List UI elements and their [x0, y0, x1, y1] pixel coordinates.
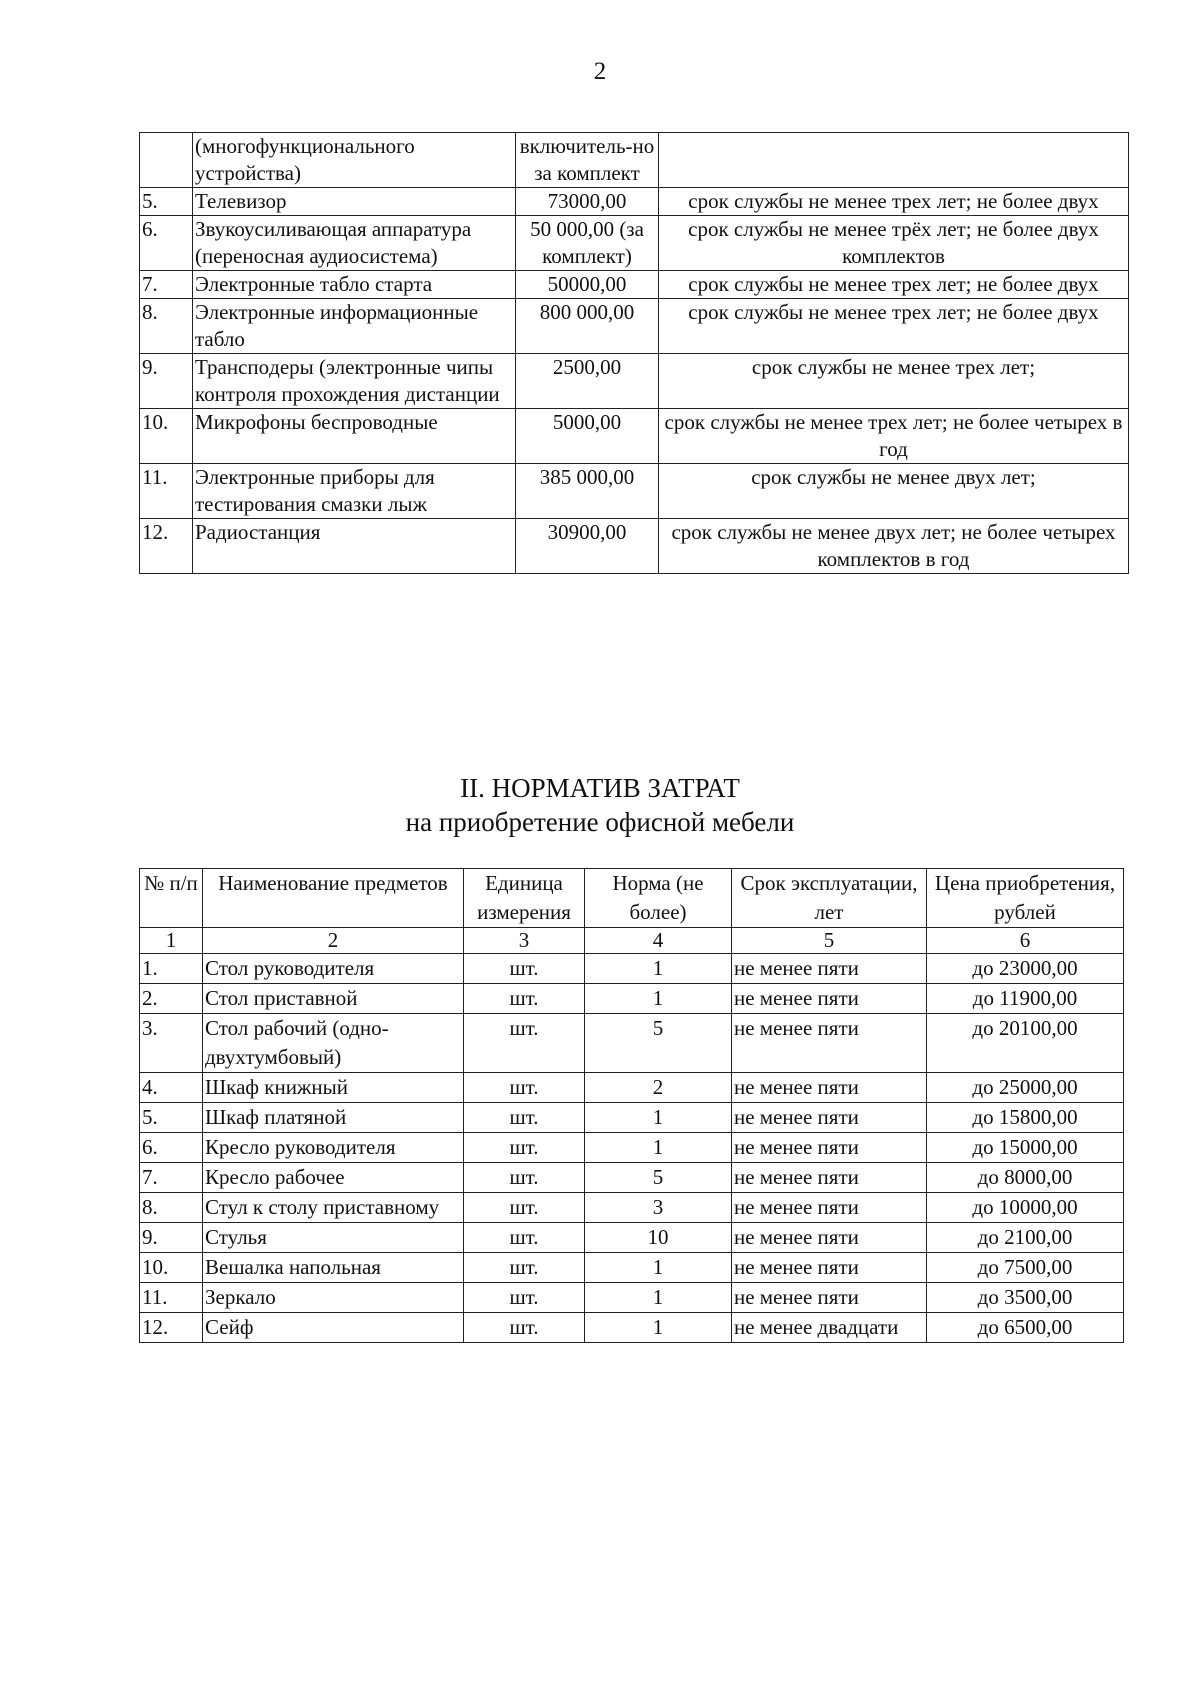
row-number: 10. — [140, 409, 193, 464]
table-row — [140, 188, 1129, 216]
item-price: 30900,00 — [516, 519, 659, 574]
item-term: не менее пяти — [732, 1103, 927, 1133]
item-name: Стол приставной — [203, 984, 464, 1014]
item-price: включитель-но за комплект — [516, 133, 659, 188]
header-cell: Норма (не более) — [585, 869, 732, 928]
item-unit: шт. — [464, 954, 585, 984]
table-row — [140, 133, 1129, 188]
row-number: 4. — [140, 1073, 203, 1103]
item-unit: шт. — [464, 1193, 585, 1223]
table-row — [140, 271, 1129, 299]
item-unit: шт. — [464, 1253, 585, 1283]
item-unit: шт. — [464, 1163, 585, 1193]
table-row — [140, 1253, 1124, 1283]
row-number: 6. — [140, 1133, 203, 1163]
row-number: 5. — [140, 188, 193, 216]
row-number: 5. — [140, 1103, 203, 1133]
item-norm: 1 — [585, 954, 732, 984]
item-price: 73000,00 — [516, 188, 659, 216]
table-row — [140, 954, 1124, 984]
item-term: не менее пяти — [732, 1253, 927, 1283]
item-term: не менее пяти — [732, 1073, 927, 1103]
item-name: Шкаф платяной — [203, 1103, 464, 1133]
item-note: срок службы не менее трех лет; не более двух — [659, 188, 1129, 216]
item-name: Сейф — [203, 1313, 464, 1343]
item-price: до 2100,00 — [927, 1223, 1124, 1253]
row-number: 12. — [140, 1313, 203, 1343]
page-number: 2 — [593, 58, 607, 85]
item-norm: 5 — [585, 1014, 732, 1073]
item-term: не менее пяти — [732, 984, 927, 1014]
item-norm: 3 — [585, 1193, 732, 1223]
table-row — [140, 464, 1129, 519]
item-note: срок службы не менее трех лет; — [659, 354, 1129, 409]
row-number: 2. — [140, 984, 203, 1014]
header-cell: Цена приобретения, рублей — [927, 869, 1124, 928]
item-price: до 10000,00 — [927, 1193, 1124, 1223]
item-unit: шт. — [464, 984, 585, 1014]
item-name: Стул к столу приставному — [203, 1193, 464, 1223]
item-price: до 8000,00 — [927, 1163, 1124, 1193]
row-number: 9. — [140, 354, 193, 409]
item-norm: 1 — [585, 1253, 732, 1283]
table-row — [140, 1163, 1124, 1193]
item-unit: шт. — [464, 1223, 585, 1253]
item-price: 5000,00 — [516, 409, 659, 464]
table-row — [140, 1014, 1124, 1073]
header-cell: Единица измерения — [464, 869, 585, 928]
equipment-cost-table — [139, 132, 1129, 574]
section-title: II. НОРМАТИВ ЗАТРАТ — [460, 773, 740, 803]
item-name: (многофункционального устройства) — [193, 133, 516, 188]
item-note: срок службы не менее трёх лет; не более двух комплектов — [659, 216, 1129, 271]
row-number: 8. — [140, 1193, 203, 1223]
item-name: Телевизор — [193, 188, 516, 216]
table-row — [140, 1223, 1124, 1253]
item-price: 50 000,00 (за комплект) — [516, 216, 659, 271]
item-term: не менее двадцати — [732, 1313, 927, 1343]
item-price: до 25000,00 — [927, 1073, 1124, 1103]
item-note — [659, 133, 1129, 188]
item-norm: 1 — [585, 1133, 732, 1163]
item-term: не менее пяти — [732, 1283, 927, 1313]
item-price: до 15000,00 — [927, 1133, 1124, 1163]
item-name: Кресло рабочее — [203, 1163, 464, 1193]
row-number: 9. — [140, 1223, 203, 1253]
table-row — [140, 299, 1129, 354]
column-number: 1 — [140, 928, 203, 954]
item-unit: шт. — [464, 1103, 585, 1133]
table-row — [140, 1283, 1124, 1313]
table-row — [140, 984, 1124, 1014]
item-unit: шт. — [464, 1073, 585, 1103]
column-number: 4 — [585, 928, 732, 954]
item-price: до 7500,00 — [927, 1253, 1124, 1283]
row-number: 3. — [140, 1014, 203, 1073]
item-price: до 11900,00 — [927, 984, 1124, 1014]
item-name: Стулья — [203, 1223, 464, 1253]
table-row — [140, 1073, 1124, 1103]
item-note: срок службы не менее трех лет; не более четырех в год — [659, 409, 1129, 464]
item-term: не менее пяти — [732, 1223, 927, 1253]
item-name: Шкаф книжный — [203, 1073, 464, 1103]
item-name: Электронные приборы для тестирования смазки лыж — [193, 464, 516, 519]
item-term: не менее пяти — [732, 954, 927, 984]
row-number: 7. — [140, 1163, 203, 1193]
item-norm: 1 — [585, 1103, 732, 1133]
item-name: Звукоусиливающая аппаратура (переносная аудиосистема) — [193, 216, 516, 271]
item-unit: шт. — [464, 1133, 585, 1163]
header-cell: № п/п — [140, 869, 203, 928]
table-row — [140, 1103, 1124, 1133]
table-header-row — [140, 869, 1124, 928]
item-name: Электронные табло старта — [193, 271, 516, 299]
item-unit: шт. — [464, 1283, 585, 1313]
office-furniture-table — [139, 868, 1124, 1343]
column-number-row — [140, 928, 1124, 954]
table-row — [140, 216, 1129, 271]
table-row — [140, 354, 1129, 409]
item-note: срок службы не менее двух лет; — [659, 464, 1129, 519]
row-number — [140, 133, 193, 188]
item-price: 385 000,00 — [516, 464, 659, 519]
item-norm: 1 — [585, 1283, 732, 1313]
item-price: до 15800,00 — [927, 1103, 1124, 1133]
table-row — [140, 1193, 1124, 1223]
row-number: 1. — [140, 954, 203, 984]
item-price: до 20100,00 — [927, 1014, 1124, 1073]
row-number: 11. — [140, 464, 193, 519]
item-price: 800 000,00 — [516, 299, 659, 354]
item-note: срок службы не менее трех лет; не более двух — [659, 271, 1129, 299]
item-name: Вешалка напольная — [203, 1253, 464, 1283]
column-number: 3 — [464, 928, 585, 954]
header-cell: Срок эксплуатации, лет — [732, 869, 927, 928]
item-name: Зеркало — [203, 1283, 464, 1313]
row-number: 11. — [140, 1283, 203, 1313]
table-row — [140, 519, 1129, 574]
column-number: 5 — [732, 928, 927, 954]
row-number: 7. — [140, 271, 193, 299]
item-name: Стол рабочий (одно-двухтумбовый) — [203, 1014, 464, 1073]
row-number: 6. — [140, 216, 193, 271]
row-number: 8. — [140, 299, 193, 354]
item-name: Радиостанция — [193, 519, 516, 574]
item-price: до 6500,00 — [927, 1313, 1124, 1343]
item-norm: 5 — [585, 1163, 732, 1193]
item-unit: шт. — [464, 1014, 585, 1073]
item-note: срок службы не менее трех лет; не более двух — [659, 299, 1129, 354]
table-row — [140, 1133, 1124, 1163]
item-unit: шт. — [464, 1313, 585, 1343]
item-price: 2500,00 — [516, 354, 659, 409]
item-norm: 10 — [585, 1223, 732, 1253]
item-term: не менее пяти — [732, 1133, 927, 1163]
row-number: 10. — [140, 1253, 203, 1283]
item-term: не менее пяти — [732, 1014, 927, 1073]
item-price: до 3500,00 — [927, 1283, 1124, 1313]
table-row — [140, 409, 1129, 464]
item-name: Электронные информационные табло — [193, 299, 516, 354]
item-name: Микрофоны беспроводные — [193, 409, 516, 464]
table-row — [140, 1313, 1124, 1343]
item-term: не менее пяти — [732, 1163, 927, 1193]
column-number: 2 — [203, 928, 464, 954]
item-note: срок службы не менее двух лет; не более четырех комплектов в год — [659, 519, 1129, 574]
column-number: 6 — [927, 928, 1124, 954]
item-norm: 1 — [585, 1313, 732, 1343]
item-norm: 1 — [585, 984, 732, 1014]
item-price: 50000,00 — [516, 271, 659, 299]
item-norm: 2 — [585, 1073, 732, 1103]
section-subtitle: на приобретение офисной мебели — [405, 807, 795, 837]
item-term: не менее пяти — [732, 1193, 927, 1223]
header-cell: Наименование предметов — [203, 869, 464, 928]
row-number: 12. — [140, 519, 193, 574]
item-price: до 23000,00 — [927, 954, 1124, 984]
item-name: Транспoдеры (электронные чипы контроля прохождения дистанции — [193, 354, 516, 409]
item-name: Кресло руководителя — [203, 1133, 464, 1163]
item-name: Стол руководителя — [203, 954, 464, 984]
